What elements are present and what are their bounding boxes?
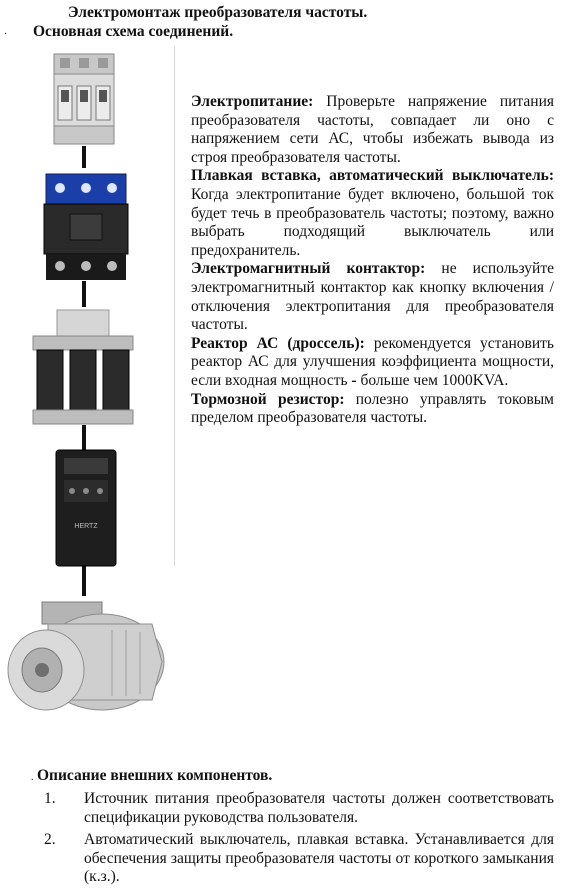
list-text: Автоматический выключатель, плавкая вставка. Устанавливается для обеспечения защиты преобразователя частоты от короткого замыкания (к.з.). xyxy=(84,831,554,886)
term-label: Плавкая вставка, автоматический выключатель: xyxy=(191,167,554,185)
inverter-brand-label: HERTZ xyxy=(74,523,98,530)
term-text: не используйте электромагнитный контактор как кнопку включения / отключения электропитания для преобразователя частоты. xyxy=(191,260,554,334)
section-subtitle: Основная схема соединений. xyxy=(33,23,234,40)
frequency-inverter-icon xyxy=(54,448,118,568)
wire-segment xyxy=(82,425,86,450)
desc-contactor xyxy=(191,260,554,334)
wire-segment xyxy=(82,146,86,168)
page-title: Электромонтаж преобразователя частоты. xyxy=(68,4,368,21)
electric-motor-icon xyxy=(2,596,172,724)
term-dash: - xyxy=(347,371,361,389)
list-item xyxy=(0,790,574,827)
list-number: 1. xyxy=(44,790,56,807)
term-label: Электромагнитный контактор: xyxy=(191,260,426,278)
divider-line xyxy=(174,46,175,566)
term-text: больше чем 1000KVA. xyxy=(360,371,509,389)
term-text: полезно управлять токовым пределом преобразователя частоты. xyxy=(191,390,554,427)
description-block xyxy=(191,93,554,428)
term-label: Тормозной резистор: xyxy=(191,390,345,408)
list-text: Источник питания преобразователя частоты должен соответствовать спецификации руководства пользователя. xyxy=(84,790,554,826)
desc-brake-resistor xyxy=(191,391,554,428)
components-list xyxy=(0,790,574,887)
margin-dot: · xyxy=(4,29,8,40)
margin-dot: . xyxy=(31,772,34,783)
wire-segment xyxy=(82,281,86,307)
term-text: Проверьте напряжение питания преобразователя частоты, совпадает ли оно с напряжением сети АС, чтобы избежать вывода из строя преобразователя частоты. xyxy=(191,93,554,166)
circuit-breaker-icon xyxy=(52,50,118,148)
wire-segment xyxy=(82,566,86,596)
ac-reactor-icon xyxy=(27,306,139,428)
term-text: Когда электропитание будет включено, большой ток будет течь в преобразователь частоты; поэтому, важно выбрать подходящий выключатель или предохранитель. xyxy=(191,185,554,259)
contactor-icon xyxy=(40,166,132,284)
desc-ac-reactor xyxy=(191,335,554,391)
components-heading: Описание внешних компонентов. xyxy=(37,767,273,784)
term-label: Реактор АС (дроссель): xyxy=(191,334,365,352)
desc-power-supply xyxy=(191,93,554,167)
desc-fuse-breaker xyxy=(191,167,554,260)
term-label: Электропитание: xyxy=(191,93,314,110)
list-number: 2. xyxy=(44,831,56,849)
term-text: рекомендуется установить реактор АС для улучшения коэффициента мощности, если входная мощность xyxy=(191,334,554,389)
list-item xyxy=(0,831,574,887)
